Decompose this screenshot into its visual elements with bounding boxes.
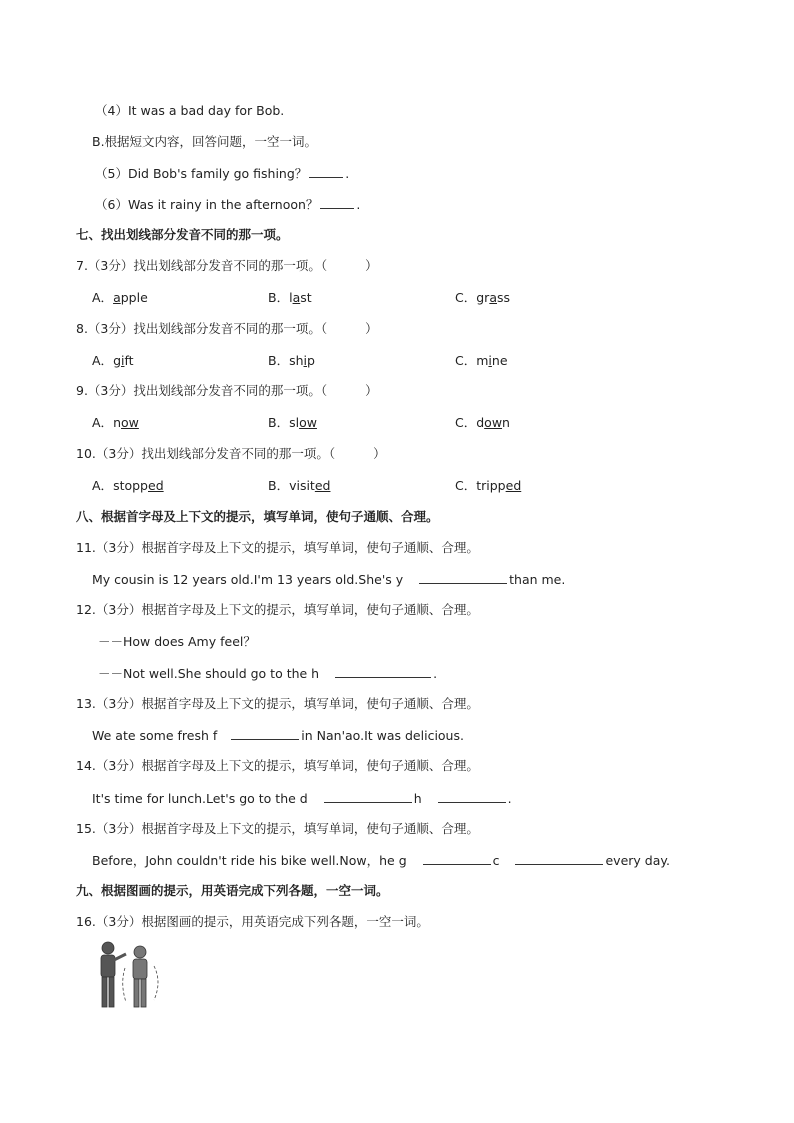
option-label: A． [92, 353, 114, 368]
option-9a[interactable] [92, 415, 139, 431]
answer-blank-15b[interactable] [515, 852, 603, 865]
underlined-letters: ow [484, 415, 503, 430]
word-part: n [113, 415, 121, 430]
option-10c[interactable] [455, 478, 521, 494]
word-part: ne [491, 353, 508, 368]
word-part: g [113, 353, 121, 368]
answer-blank-14a[interactable] [324, 790, 412, 803]
answer-blank-14b[interactable] [438, 790, 506, 803]
left-child-figure [101, 942, 126, 1007]
question-9-text: 9.（3分）找出划线部分发音不同的那一项。（ [76, 383, 328, 398]
question-6: （6）Was it rainy in the afternoon？ . [95, 197, 361, 212]
option-label: B． [268, 353, 290, 368]
word-part: ss [496, 290, 511, 305]
question-7-stem [76, 258, 378, 274]
option-8a[interactable] [92, 353, 134, 369]
question-16-stem: 16.（3分）根据图画的提示，用英语完成下列各题，一空一词。 [76, 914, 429, 929]
word-part: d [476, 415, 485, 430]
question-5: （5）Did Bob's family go fishing？ . [95, 166, 350, 181]
option-7a[interactable] [92, 290, 148, 306]
option-label: A． [92, 478, 114, 493]
question-10-text: 10.（3分）找出划线部分发音不同的那一项。（ [76, 446, 336, 461]
section-7-heading: 七、找出划线部分发音不同的那一项。 [76, 227, 289, 242]
question-12-dialog-1: －－How does Amy feel？ [98, 634, 256, 649]
question-15-stem: 15.（3分）根据首字母及上下文的提示，填写单词，使句子通顺、合理。 [76, 821, 479, 836]
question-5-text: （5）Did Bob's family go fishing？ [95, 166, 308, 181]
sentence-text: We ate some fresh f [92, 728, 218, 743]
option-label: C． [455, 415, 477, 430]
sentence-text: It's time for lunch.Let's go to the d [92, 791, 308, 806]
sentence-text: My cousin is 12 years old.I'm 13 years old.She's y [92, 572, 404, 587]
word-part: gr [476, 290, 490, 305]
underlined-letters: ed [314, 478, 331, 493]
option-label: B． [268, 415, 290, 430]
option-8b[interactable] [268, 353, 315, 369]
underlined-letters: ed [505, 478, 522, 493]
word-part: tripp [476, 478, 506, 493]
option-label: B． [268, 290, 290, 305]
close-paren: ） [365, 258, 378, 273]
question-12-stem: 12.（3分）根据首字母及上下文的提示，填写单词，使句子通顺、合理。 [76, 602, 479, 617]
question-13-stem: 13.（3分）根据首字母及上下文的提示，填写单词，使句子通顺、合理。 [76, 696, 479, 711]
question-13-sentence [92, 727, 464, 744]
word-part: sh [289, 353, 304, 368]
option-7c[interactable] [455, 290, 510, 306]
word-part: pple [120, 290, 148, 305]
option-10a[interactable] [92, 478, 164, 494]
section-b-instruction: B.根据短文内容，回答问题，一空一词。 [92, 134, 318, 149]
underlined-letters: a [292, 290, 301, 305]
close-paren: ） [365, 383, 378, 398]
answer-blank-6[interactable] [320, 196, 354, 209]
close-paren: ） [365, 321, 378, 336]
sentence-text: . [507, 791, 512, 806]
word-part: st [300, 290, 312, 305]
word-part: sl [289, 415, 300, 430]
word-part: visit [289, 478, 315, 493]
option-7b[interactable] [268, 290, 312, 306]
answer-blank-15a[interactable] [423, 852, 491, 865]
question-15-sentence [92, 852, 670, 869]
sentence-text: h [413, 791, 422, 806]
sentence-text: Before，John couldn't ride his bike well.Now，he g [92, 853, 407, 868]
question-9-stem [76, 383, 378, 399]
option-label: C． [455, 353, 477, 368]
close-paren: ） [373, 446, 386, 461]
question-11-sentence [92, 571, 565, 588]
option-10b[interactable] [268, 478, 330, 494]
question-8-stem [76, 321, 378, 337]
sentence-text: every day. [605, 853, 670, 868]
word-part: m [476, 353, 489, 368]
question-14-sentence [92, 790, 512, 807]
word-part: l [289, 290, 293, 305]
question-11-stem: 11.（3分）根据首字母及上下文的提示，填写单词，使句子通顺、合理。 [76, 540, 479, 555]
option-label: C． [455, 478, 477, 493]
underlined-letters: ow [299, 415, 317, 430]
option-label: C． [455, 290, 477, 305]
answer-blank-13[interactable] [231, 727, 299, 740]
sentence-text: in Nan'ao.It was delicious. [301, 728, 464, 743]
option-8c[interactable] [455, 353, 508, 369]
option-label: A． [92, 290, 114, 305]
word-part: stopp [113, 478, 148, 493]
option-label: B． [268, 478, 290, 493]
underlined-letters: ow [121, 415, 139, 430]
section-9-heading: 九、根据图画的提示，用英语完成下列各题，一空一词。 [76, 883, 389, 898]
sentence-text: . [433, 666, 438, 681]
sentence-text: c [492, 853, 500, 868]
underlined-letters: a [113, 290, 121, 305]
right-child-figure [133, 946, 147, 1007]
underlined-letters: i [121, 353, 125, 368]
question-14-stem: 14.（3分）根据首字母及上下文的提示，填写单词，使句子通顺、合理。 [76, 758, 479, 773]
underlined-letters: a [489, 290, 497, 305]
answer-blank-12[interactable] [335, 665, 431, 678]
answer-blank-5[interactable] [309, 165, 343, 178]
word-part: p [307, 353, 315, 368]
section-8-heading: 八、根据首字母及上下文的提示，填写单词，使句子通顺、合理。 [76, 509, 439, 524]
option-label: A． [92, 415, 114, 430]
question-7-text: 7.（3分）找出划线部分发音不同的那一项。（ [76, 258, 328, 273]
option-9b[interactable] [268, 415, 317, 431]
question-12-dialog-2 [98, 665, 437, 682]
underlined-letters: i [303, 353, 307, 368]
answer-blank-11[interactable] [419, 571, 507, 584]
option-9c[interactable] [455, 415, 510, 431]
word-part: ft [124, 353, 134, 368]
two-children-illustration [92, 940, 170, 1012]
sentence-text: than me. [509, 572, 566, 587]
underlined-letters: i [488, 353, 492, 368]
question-10-stem [76, 446, 386, 462]
question-6-text: （6）Was it rainy in the afternoon？ [95, 197, 319, 212]
question-8-text: 8.（3分）找出划线部分发音不同的那一项。（ [76, 321, 328, 336]
sentence-text: －－Not well.She should go to the h [98, 666, 320, 681]
underlined-letters: ed [148, 478, 164, 493]
motion-lines [123, 968, 126, 1002]
word-part: n [502, 415, 510, 430]
question-4: （4）It was a bad day for Bob. [95, 103, 285, 118]
